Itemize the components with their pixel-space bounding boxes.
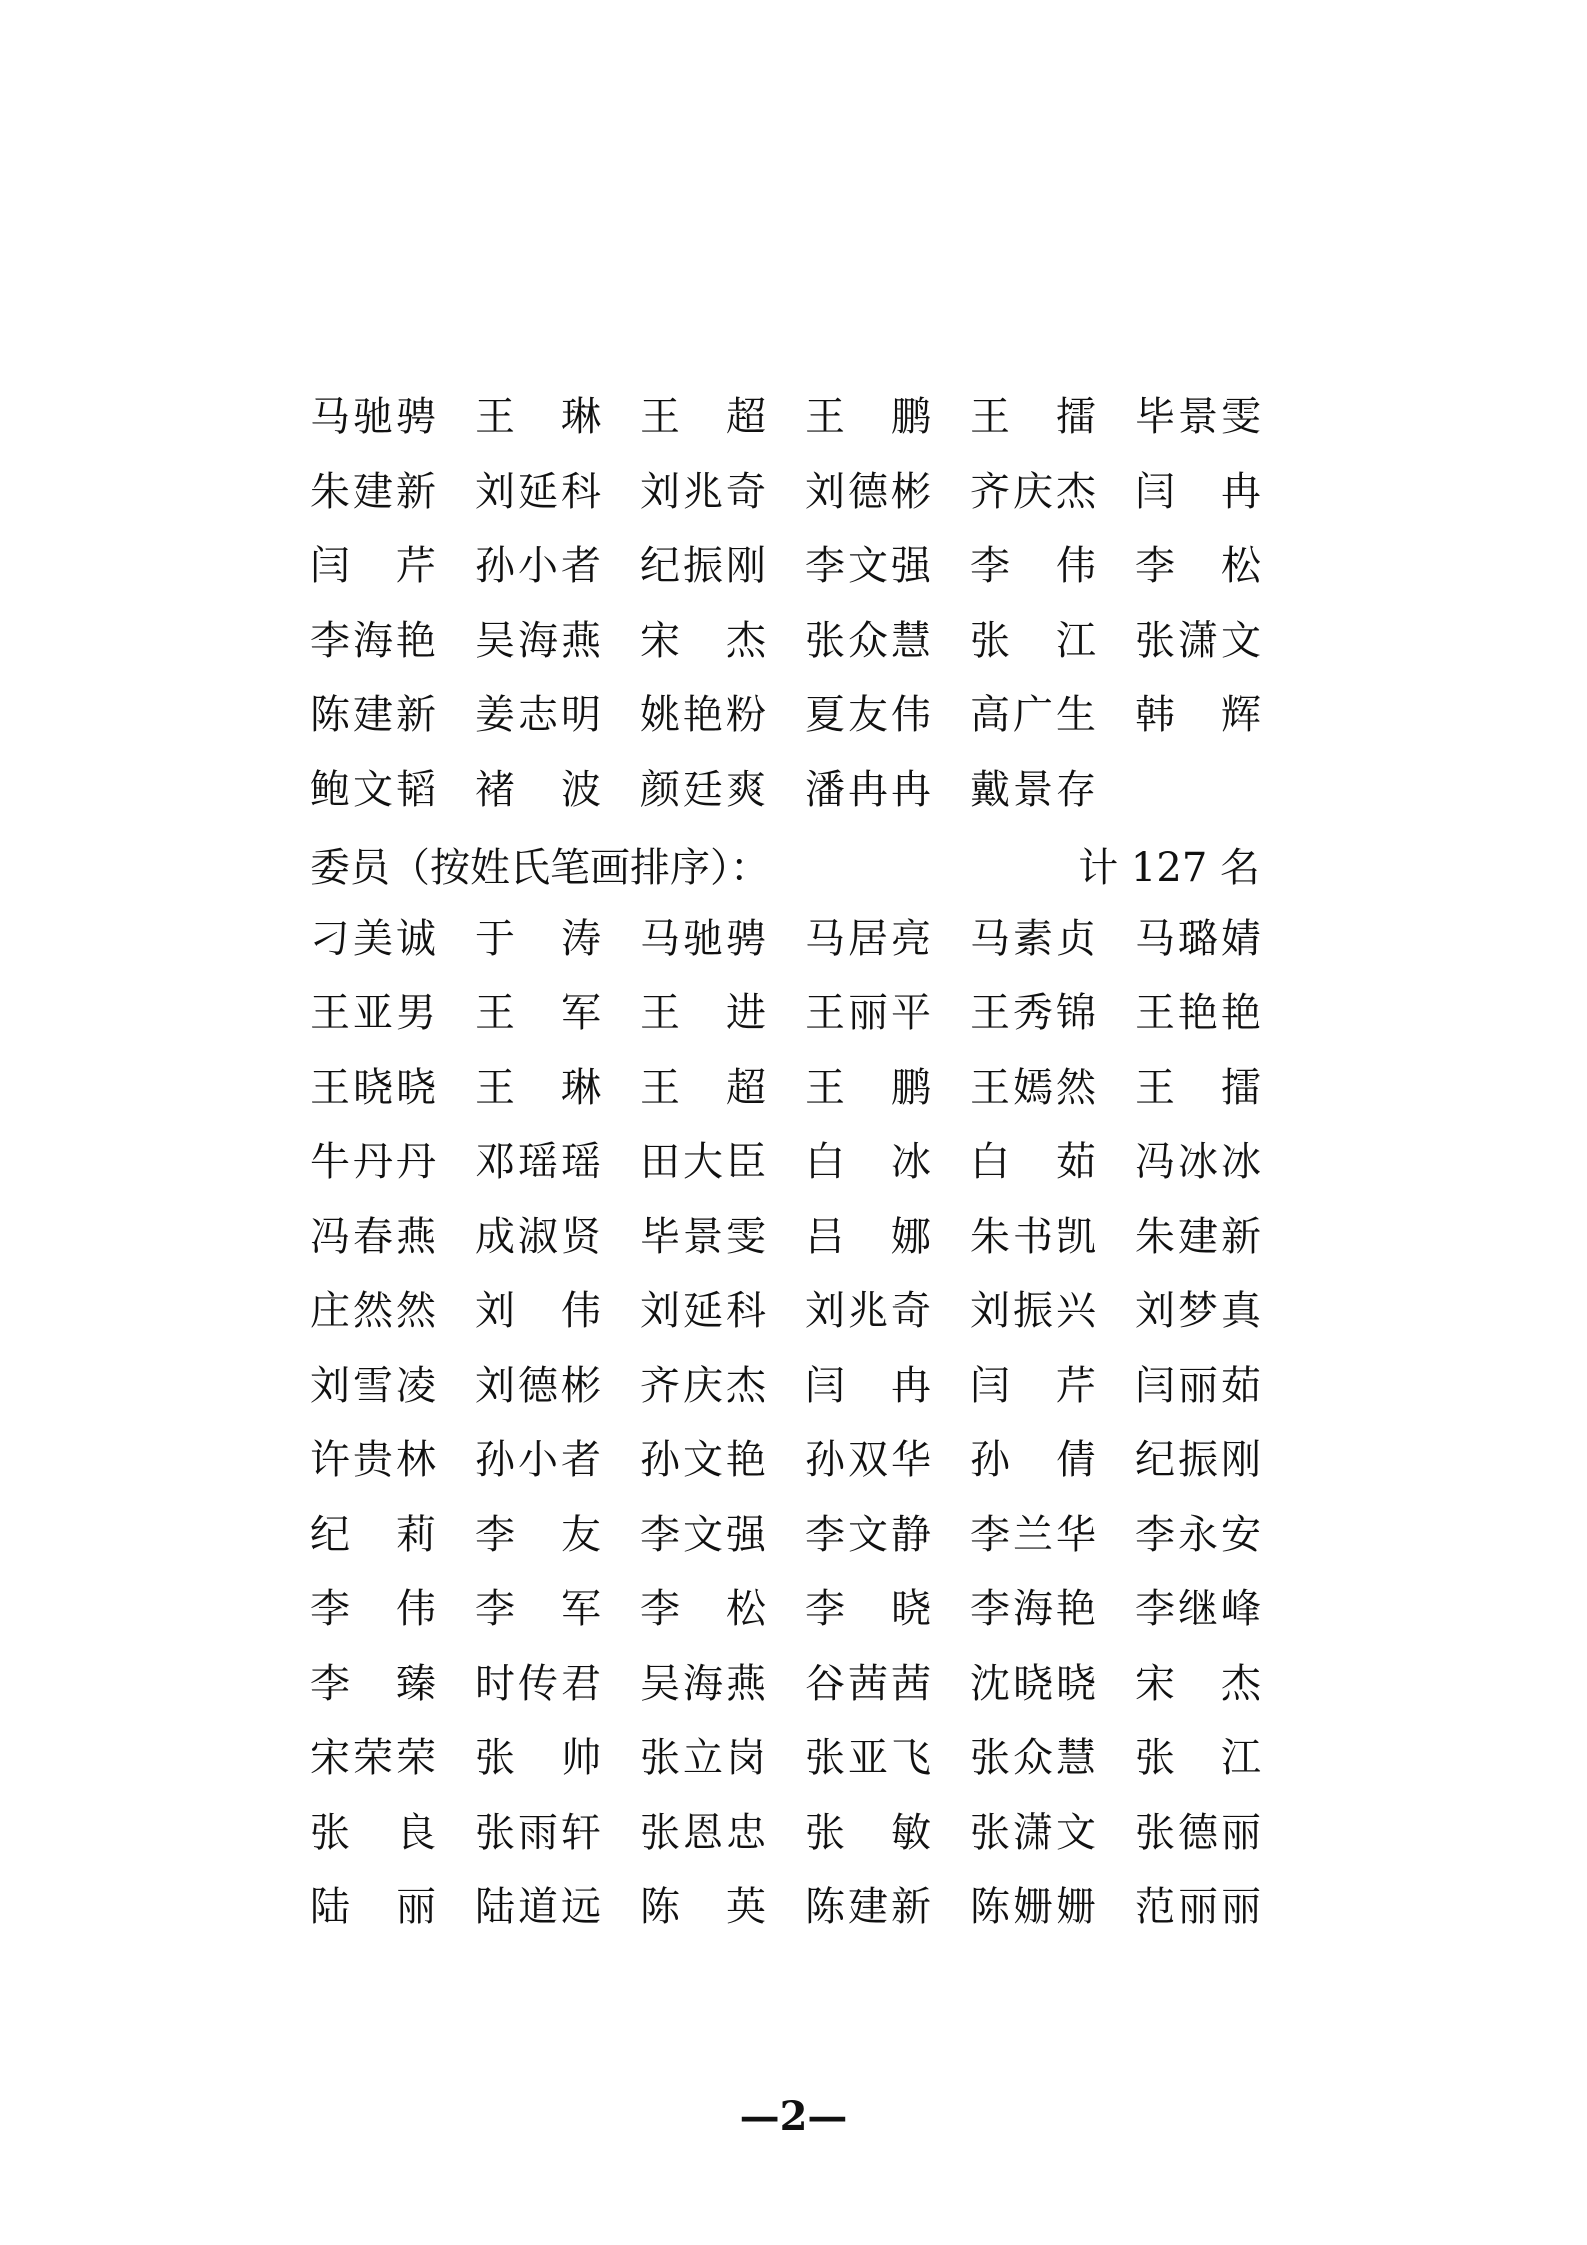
member-list bbox=[310, 902, 1270, 1945]
committee-name: 齐 庆 杰 bbox=[970, 468, 1096, 515]
member-name: 吕 娜 bbox=[805, 1213, 931, 1260]
name-row bbox=[310, 753, 1270, 828]
name-row bbox=[310, 1498, 1270, 1573]
member-name: 纪 振 刚 bbox=[1135, 1437, 1261, 1484]
committee-name: 李 伟 bbox=[970, 543, 1096, 590]
member-name: 张 亚 飞 bbox=[805, 1735, 931, 1782]
member-name: 孙 文 艳 bbox=[640, 1437, 766, 1484]
committee-name: 王 擂 bbox=[970, 394, 1096, 441]
name-row bbox=[310, 902, 1270, 977]
member-name: 马 居 亮 bbox=[805, 915, 931, 962]
member-name: 李 友 bbox=[475, 1511, 601, 1558]
member-name: 陈 建 新 bbox=[805, 1884, 931, 1931]
member-name: 李 继 峰 bbox=[1135, 1586, 1261, 1633]
member-name: 范 丽 丽 bbox=[1135, 1884, 1261, 1931]
member-name: 张 德 丽 bbox=[1135, 1809, 1261, 1856]
name-row bbox=[310, 1721, 1270, 1796]
committee-name: 高 广 生 bbox=[970, 692, 1096, 739]
member-name: 刁 美 诚 bbox=[310, 915, 436, 962]
name-row bbox=[310, 1572, 1270, 1647]
name-row bbox=[310, 1423, 1270, 1498]
member-name: 李 军 bbox=[475, 1586, 601, 1633]
member-name: 李 松 bbox=[640, 1586, 766, 1633]
committee-name: 朱 建 新 bbox=[310, 468, 436, 515]
member-name: 庄 然 然 bbox=[310, 1288, 436, 1335]
member-name: 李 海 艳 bbox=[970, 1586, 1096, 1633]
member-name: 许 贵 林 bbox=[310, 1437, 436, 1484]
committee-name: 纪 振 刚 bbox=[640, 543, 766, 590]
members-heading bbox=[310, 827, 1260, 902]
member-name: 陈 英 bbox=[640, 1884, 766, 1931]
member-name: 张 立 岗 bbox=[640, 1735, 766, 1782]
committee-name: 戴 景 存 bbox=[970, 766, 1096, 813]
name-row bbox=[310, 529, 1270, 604]
member-name: 李 永 安 bbox=[1135, 1511, 1261, 1558]
committee-name: 颜 廷 爽 bbox=[640, 766, 766, 813]
committee-name: 吴 海 燕 bbox=[475, 617, 601, 664]
name-row bbox=[310, 976, 1270, 1051]
name-row bbox=[310, 1870, 1270, 1945]
committee-name: 闫 芹 bbox=[310, 543, 436, 590]
name-row bbox=[310, 1796, 1270, 1871]
member-name: 孙 倩 bbox=[970, 1437, 1096, 1484]
member-name: 王 秀 锦 bbox=[970, 990, 1096, 1037]
committee-name: 孙 小 者 bbox=[475, 543, 601, 590]
member-name: 刘 梦 真 bbox=[1135, 1288, 1261, 1335]
member-name: 邓 瑶 瑶 bbox=[475, 1139, 601, 1186]
member-name: 王 丽 平 bbox=[805, 990, 931, 1037]
member-name: 王 超 bbox=[640, 1064, 766, 1111]
member-name: 王 晓 晓 bbox=[310, 1064, 436, 1111]
committee-name: 李 海 艳 bbox=[310, 617, 436, 664]
member-name: 王 嫣 然 bbox=[970, 1064, 1096, 1111]
name-list-content bbox=[310, 380, 1270, 1945]
member-name: 冯 春 燕 bbox=[310, 1213, 436, 1260]
member-name: 齐 庆 杰 bbox=[640, 1362, 766, 1409]
member-name: 张 江 bbox=[1135, 1735, 1261, 1782]
member-name: 牛 丹 丹 bbox=[310, 1139, 436, 1186]
member-name: 王 军 bbox=[475, 990, 601, 1037]
committee-name: 毕 景 雯 bbox=[1135, 394, 1261, 441]
committee-name: 姚 艳 粉 bbox=[640, 692, 766, 739]
member-name: 李 伟 bbox=[310, 1586, 436, 1633]
member-name: 成 淑 贤 bbox=[475, 1213, 601, 1260]
member-name: 闫 丽 茹 bbox=[1135, 1362, 1261, 1409]
member-name: 朱 书 凯 bbox=[970, 1213, 1096, 1260]
member-name: 田 大 臣 bbox=[640, 1139, 766, 1186]
committee-name: 姜 志 明 bbox=[475, 692, 601, 739]
member-name: 刘 伟 bbox=[475, 1288, 601, 1335]
member-name: 张 良 bbox=[310, 1809, 436, 1856]
name-row bbox=[310, 455, 1270, 530]
member-name: 王 鹏 bbox=[805, 1064, 931, 1111]
member-name: 张 帅 bbox=[475, 1735, 601, 1782]
committee-name: 李 文 强 bbox=[805, 543, 931, 590]
member-name: 李 文 强 bbox=[640, 1511, 766, 1558]
name-row bbox=[310, 1051, 1270, 1126]
member-name: 宋 杰 bbox=[1135, 1660, 1261, 1707]
name-row bbox=[310, 604, 1270, 679]
committee-name: 闫 冉 bbox=[1135, 468, 1261, 515]
member-name: 吴 海 燕 bbox=[640, 1660, 766, 1707]
member-name: 闫 芹 bbox=[970, 1362, 1096, 1409]
member-name: 宋 荣 荣 bbox=[310, 1735, 436, 1782]
member-name: 孙 双 华 bbox=[805, 1437, 931, 1484]
committee-name: 宋 杰 bbox=[640, 617, 766, 664]
member-name: 白 茹 bbox=[970, 1139, 1096, 1186]
members-count: 计 127 名 bbox=[1078, 844, 1260, 891]
member-name: 马 素 贞 bbox=[970, 915, 1096, 962]
member-name: 张 敏 bbox=[805, 1809, 931, 1856]
committee-name: 王 鹏 bbox=[805, 394, 931, 441]
member-name: 刘 振 兴 bbox=[970, 1288, 1096, 1335]
committee-name: 鲍 文 韬 bbox=[310, 766, 436, 813]
member-name: 王 进 bbox=[640, 990, 766, 1037]
committee-name: 褚 波 bbox=[475, 766, 601, 813]
member-name: 时 传 君 bbox=[475, 1660, 601, 1707]
name-row bbox=[310, 1349, 1270, 1424]
name-row bbox=[310, 380, 1270, 455]
member-name: 李 臻 bbox=[310, 1660, 436, 1707]
member-name: 王 琳 bbox=[475, 1064, 601, 1111]
member-name: 王 艳 艳 bbox=[1135, 990, 1261, 1037]
member-name: 陆 道 远 bbox=[475, 1884, 601, 1931]
page-number: —2— bbox=[739, 2093, 848, 2140]
member-name: 刘 德 彬 bbox=[475, 1362, 601, 1409]
committee-name: 马 驰 骋 bbox=[310, 394, 436, 441]
member-name: 张 雨 轩 bbox=[475, 1809, 601, 1856]
member-name: 白 冰 bbox=[805, 1139, 931, 1186]
member-name: 马 驰 骋 bbox=[640, 915, 766, 962]
committee-name: 王 超 bbox=[640, 394, 766, 441]
member-name: 张 众 慧 bbox=[970, 1735, 1096, 1782]
committee-name: 张 江 bbox=[970, 617, 1096, 664]
committee-name: 潘 冉 冉 bbox=[805, 766, 931, 813]
committee-name: 张 潇 文 bbox=[1135, 617, 1261, 664]
name-row bbox=[310, 1200, 1270, 1275]
committee-name: 刘 延 科 bbox=[475, 468, 601, 515]
standing-committee-list bbox=[310, 380, 1270, 827]
member-name: 陈 姗 姗 bbox=[970, 1884, 1096, 1931]
member-name: 李 兰 华 bbox=[970, 1511, 1096, 1558]
name-row bbox=[310, 1125, 1270, 1200]
committee-name: 陈 建 新 bbox=[310, 692, 436, 739]
member-name: 毕 景 雯 bbox=[640, 1213, 766, 1260]
committee-name: 刘 兆 奇 bbox=[640, 468, 766, 515]
member-name: 陆 丽 bbox=[310, 1884, 436, 1931]
member-name: 刘 兆 奇 bbox=[805, 1288, 931, 1335]
name-row bbox=[310, 1274, 1270, 1349]
member-name: 纪 莉 bbox=[310, 1511, 436, 1558]
committee-name: 刘 德 彬 bbox=[805, 468, 931, 515]
member-name: 王 亚 男 bbox=[310, 990, 436, 1037]
member-name: 李 文 静 bbox=[805, 1511, 931, 1558]
member-name: 闫 冉 bbox=[805, 1362, 931, 1409]
committee-name: 王 琳 bbox=[475, 394, 601, 441]
members-heading-label: 委员（按姓氏笔画排序）： bbox=[310, 844, 770, 891]
member-name: 孙 小 者 bbox=[475, 1437, 601, 1484]
member-name: 王 擂 bbox=[1135, 1064, 1261, 1111]
name-row bbox=[310, 1647, 1270, 1722]
member-name: 张 恩 忠 bbox=[640, 1809, 766, 1856]
member-name: 刘 延 科 bbox=[640, 1288, 766, 1335]
member-name: 于 涛 bbox=[475, 915, 601, 962]
member-name: 马 璐 婧 bbox=[1135, 915, 1261, 962]
member-name: 谷 茜 茜 bbox=[805, 1660, 931, 1707]
name-row bbox=[310, 678, 1270, 753]
member-name: 朱 建 新 bbox=[1135, 1213, 1261, 1260]
member-name: 冯 冰 冰 bbox=[1135, 1139, 1261, 1186]
committee-name: 张 众 慧 bbox=[805, 617, 931, 664]
member-name: 刘 雪 凌 bbox=[310, 1362, 436, 1409]
committee-name: 韩 辉 bbox=[1135, 692, 1261, 739]
member-name: 李 晓 bbox=[805, 1586, 931, 1633]
member-name: 沈 晓 晓 bbox=[970, 1660, 1096, 1707]
member-name: 张 潇 文 bbox=[970, 1809, 1096, 1856]
committee-name: 李 松 bbox=[1135, 543, 1261, 590]
committee-name: 夏 友 伟 bbox=[805, 692, 931, 739]
